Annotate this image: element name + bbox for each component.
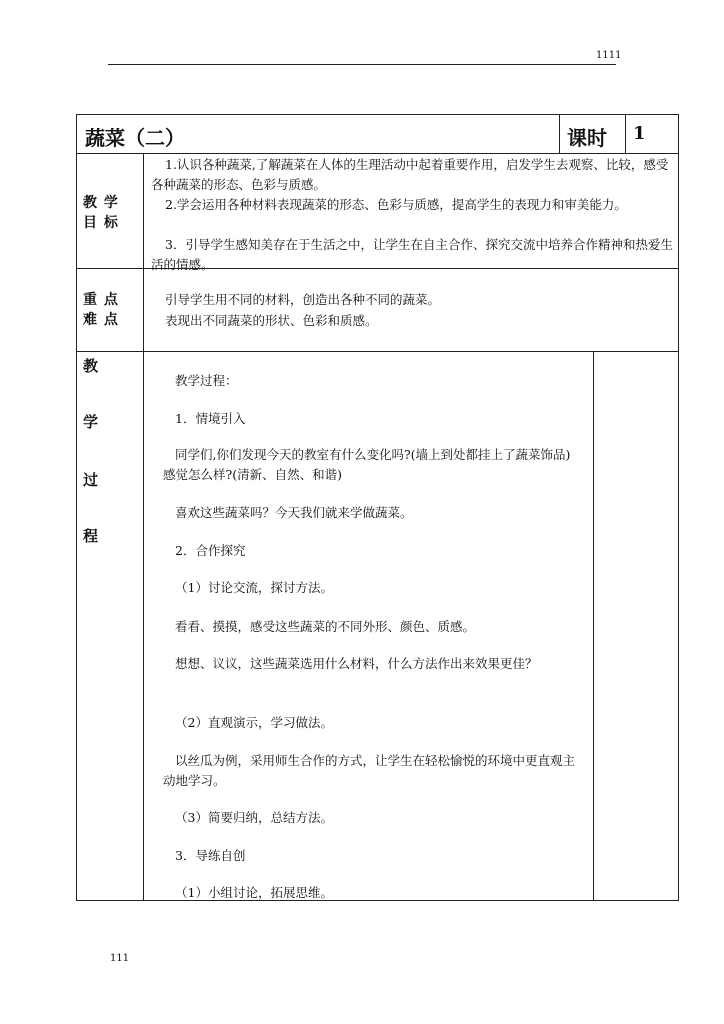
process-para-7: 看看、摸摸，感受这些蔬菜的不同外形、颜色、质感。 bbox=[175, 619, 476, 634]
goal-item-2: 2.学会运用各种材料表现蔬菜的形态、色彩与质感，提高学生的表现力和审美能力。 bbox=[165, 197, 627, 212]
process-label-char-3: 过 bbox=[83, 471, 99, 489]
row-divider-keypoints bbox=[77, 351, 678, 352]
col-divider-keshi bbox=[625, 115, 626, 153]
process-para-1: 教学过程： bbox=[175, 373, 238, 388]
page-header-number: 1111 bbox=[596, 50, 622, 61]
col-divider-label bbox=[143, 153, 144, 900]
page-footer-number: 111 bbox=[110, 953, 130, 964]
process-label-char-1: 教 bbox=[83, 357, 99, 375]
process-para-11: （3）简要归纳，总结方法。 bbox=[175, 810, 333, 825]
goal-item-3: 3．引导学生感知美存在于生活之中，让学生在自主合作、探究交流中培养合作精神和热爱生活的情感。 bbox=[151, 237, 673, 272]
keypoint-item-1: 引导学生用不同的材料，创造出各种不同的蔬菜。 bbox=[165, 292, 441, 307]
lesson-table bbox=[76, 114, 679, 901]
process-para-10: 以丝瓜为例，采用师生合作的方式，让学生在轻松愉悦的环境中更直观主动地学习。 bbox=[163, 753, 576, 788]
keshi-label: 课时 bbox=[567, 126, 607, 150]
process-para-6: （1）讨论交流，探讨方法。 bbox=[175, 580, 333, 595]
header-rule bbox=[108, 64, 616, 65]
keypoints-label-line2: 难 点 bbox=[83, 312, 119, 328]
row-divider-title bbox=[77, 153, 678, 154]
process-label-char-4: 程 bbox=[83, 527, 99, 545]
goals-label-line1: 教 学 bbox=[83, 195, 119, 211]
process-para-2: 1．情境引入 bbox=[175, 411, 246, 426]
process-label-char-2: 学 bbox=[83, 413, 99, 431]
goals-label-line2: 目 标 bbox=[83, 215, 119, 231]
lesson-title: 蔬菜（二） bbox=[85, 126, 185, 150]
process-para-13: （1）小组讨论，拓展思维。 bbox=[175, 885, 333, 900]
goals-label bbox=[83, 193, 119, 233]
col-divider-title bbox=[559, 115, 560, 153]
process-para-5: 2．合作探究 bbox=[175, 543, 246, 558]
process-para-9: （2）直观演示，学习做法。 bbox=[175, 715, 333, 730]
process-para-8: 想想、议议，这些蔬菜选用什么材料，什么方法作出来效果更佳？ bbox=[175, 656, 538, 671]
col-divider-notes bbox=[593, 351, 594, 900]
keshi-value: 1 bbox=[633, 123, 646, 144]
goal-item-1: 1.认识各种蔬菜,了解蔬菜在人体的生理活动中起着重要作用，启发学生去观察、比较，感受各种蔬菜的形态、色彩与质感。 bbox=[151, 157, 669, 192]
keypoints-label bbox=[83, 290, 119, 330]
process-para-12: 3．导练自创 bbox=[175, 848, 246, 863]
keypoint-item-2: 表现出不同蔬菜的形状、色彩和质感。 bbox=[165, 313, 378, 328]
process-para-4: 喜欢这些蔬菜吗？今天我们就来学做蔬菜。 bbox=[175, 505, 413, 520]
process-para-3: 同学们,你们发现今天的教室有什么变化吗?(墙上到处都挂上了蔬菜饰品)感觉怎么样?(清新、自然、和谐) bbox=[163, 447, 571, 482]
keypoints-label-line1: 重 点 bbox=[83, 292, 119, 308]
